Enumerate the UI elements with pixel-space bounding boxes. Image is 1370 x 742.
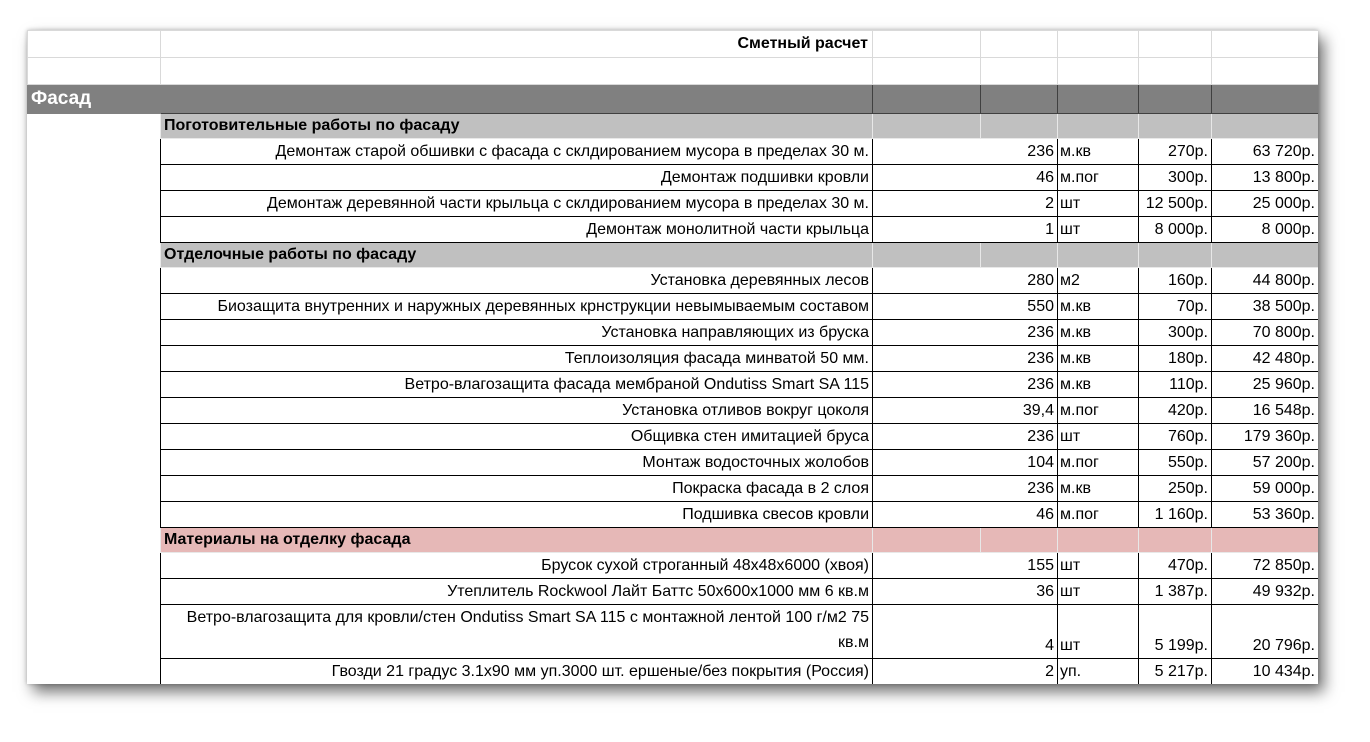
table-row bbox=[28, 398, 1319, 424]
item-quantity[interactable]: 36 bbox=[873, 579, 1058, 605]
cell[interactable] bbox=[981, 528, 1058, 553]
cell[interactable] bbox=[161, 85, 873, 114]
item-unit[interactable]: шт bbox=[1058, 553, 1139, 579]
group-header bbox=[28, 243, 1319, 268]
item-price[interactable]: 1 387р. bbox=[1139, 579, 1212, 605]
cell[interactable] bbox=[1058, 58, 1139, 85]
group-title[interactable]: Отделочные работы по фасаду bbox=[161, 243, 873, 268]
table-row bbox=[28, 320, 1319, 346]
item-unit[interactable]: м.кв bbox=[1058, 294, 1139, 320]
item-price[interactable]: 420р. bbox=[1139, 398, 1212, 424]
table-row bbox=[28, 553, 1319, 579]
item-description[interactable]: Установка деревянных лесов bbox=[161, 268, 873, 294]
item-quantity[interactable]: 236 bbox=[873, 320, 1058, 346]
group-header bbox=[28, 114, 1319, 139]
item-price[interactable]: 250р. bbox=[1139, 476, 1212, 502]
item-price[interactable]: 550р. bbox=[1139, 450, 1212, 476]
item-quantity[interactable]: 236 bbox=[873, 139, 1058, 165]
cell[interactable] bbox=[1212, 528, 1319, 553]
cell[interactable] bbox=[981, 58, 1058, 85]
item-quantity[interactable]: 550 bbox=[873, 294, 1058, 320]
item-quantity[interactable]: 2 bbox=[873, 659, 1058, 685]
cell bbox=[28, 450, 161, 476]
item-price[interactable]: 160р. bbox=[1139, 268, 1212, 294]
cell bbox=[28, 528, 161, 553]
item-price[interactable]: 300р. bbox=[1139, 320, 1212, 346]
item-quantity[interactable]: 39,4 bbox=[873, 398, 1058, 424]
item-description[interactable]: Утеплитель Rockwool Лайт Баттс 50х600х1000 мм 6 кв.м bbox=[161, 579, 873, 605]
item-sum[interactable]: 63 720р. bbox=[1212, 139, 1319, 165]
item-price[interactable]: 70р. bbox=[1139, 294, 1212, 320]
item-sum[interactable]: 25 960р. bbox=[1212, 372, 1319, 398]
cell[interactable] bbox=[873, 58, 981, 85]
item-sum[interactable]: 53 360р. bbox=[1212, 502, 1319, 528]
item-sum[interactable]: 72 850р. bbox=[1212, 553, 1319, 579]
group-header bbox=[28, 528, 1319, 553]
item-sum[interactable]: 25 000р. bbox=[1212, 191, 1319, 217]
item-description[interactable]: Демонтаж старой обшивки с фасада с склдированием мусора в пределах 30 м. bbox=[161, 139, 873, 165]
item-sum[interactable]: 44 800р. bbox=[1212, 268, 1319, 294]
cell bbox=[28, 398, 161, 424]
item-unit[interactable]: м.кв bbox=[1058, 372, 1139, 398]
cell bbox=[28, 659, 161, 685]
spreadsheet bbox=[27, 30, 1318, 684]
cell[interactable] bbox=[1212, 243, 1319, 268]
cell bbox=[28, 605, 161, 659]
cell bbox=[28, 424, 161, 450]
cell[interactable] bbox=[873, 243, 981, 268]
item-quantity[interactable]: 46 bbox=[873, 165, 1058, 191]
item-price[interactable]: 110р. bbox=[1139, 372, 1212, 398]
cell[interactable] bbox=[1058, 243, 1139, 268]
item-sum[interactable]: 8 000р. bbox=[1212, 217, 1319, 243]
item-sum[interactable]: 42 480р. bbox=[1212, 346, 1319, 372]
item-quantity[interactable]: 236 bbox=[873, 372, 1058, 398]
group-title[interactable]: Поготовительные работы по фасаду bbox=[161, 114, 873, 139]
item-unit[interactable]: м2 bbox=[1058, 268, 1139, 294]
item-quantity[interactable]: 46 bbox=[873, 502, 1058, 528]
item-sum[interactable]: 38 500р. bbox=[1212, 294, 1319, 320]
cell[interactable] bbox=[1058, 528, 1139, 553]
item-description[interactable]: Биозащита внутренних и наружных деревянных крнструкции невымываемым составом bbox=[161, 294, 873, 320]
item-description[interactable]: Гвозди 21 градус 3.1х90 мм уп.3000 шт. ершеные/без покрытия (Россия) bbox=[161, 659, 873, 685]
cell bbox=[28, 346, 161, 372]
item-description[interactable]: Брусок сухой строганный 48х48х6000 (хвоя) bbox=[161, 553, 873, 579]
cell[interactable] bbox=[161, 58, 873, 85]
item-quantity[interactable]: 236 bbox=[873, 346, 1058, 372]
table-row bbox=[28, 476, 1319, 502]
item-price[interactable]: 5 217р. bbox=[1139, 659, 1212, 685]
cell bbox=[28, 139, 161, 165]
cell[interactable] bbox=[1212, 114, 1319, 139]
table-row bbox=[28, 502, 1319, 528]
item-description[interactable]: Установка направляющих из бруска bbox=[161, 320, 873, 346]
item-quantity[interactable]: 280 bbox=[873, 268, 1058, 294]
cell bbox=[28, 294, 161, 320]
table-row bbox=[28, 268, 1319, 294]
item-description[interactable]: Подшивка свесов кровли bbox=[161, 502, 873, 528]
item-unit[interactable]: м.кв bbox=[1058, 139, 1139, 165]
section-bar bbox=[28, 85, 1319, 114]
item-sum[interactable]: 10 434р. bbox=[1212, 659, 1319, 685]
cell[interactable] bbox=[873, 85, 981, 114]
cell bbox=[28, 114, 161, 139]
item-description[interactable]: Монтаж водосточных жолобов bbox=[161, 450, 873, 476]
cell bbox=[28, 191, 161, 217]
table-row bbox=[28, 165, 1319, 191]
item-price[interactable]: 5 199р. bbox=[1139, 605, 1212, 659]
cell bbox=[28, 579, 161, 605]
table-row bbox=[28, 450, 1319, 476]
table-row bbox=[28, 294, 1319, 320]
table-row bbox=[28, 191, 1319, 217]
estimate-table bbox=[27, 30, 1318, 684]
item-description[interactable]: Покраска фасада в 2 слоя bbox=[161, 476, 873, 502]
item-unit[interactable]: м.пог bbox=[1058, 398, 1139, 424]
cell bbox=[28, 217, 161, 243]
cell[interactable] bbox=[981, 31, 1058, 58]
table-row bbox=[28, 579, 1319, 605]
item-sum[interactable]: 20 796р. bbox=[1212, 605, 1319, 659]
item-description[interactable]: Ветро-влагозащита для кровли/стен Ondutiss Smart SA 115 с монтажной лентой 100 г/м2 75 кв.м bbox=[161, 605, 873, 659]
cell[interactable] bbox=[1058, 31, 1139, 58]
cell[interactable] bbox=[981, 243, 1058, 268]
item-quantity[interactable]: 236 bbox=[873, 424, 1058, 450]
item-description[interactable]: Общивка стен имитацией бруса bbox=[161, 424, 873, 450]
group-title[interactable]: Материалы на отделку фасада bbox=[161, 528, 873, 553]
item-sum[interactable]: 13 800р. bbox=[1212, 165, 1319, 191]
sheet-title[interactable]: Сметный расчет bbox=[161, 31, 873, 58]
cell[interactable] bbox=[28, 58, 161, 85]
cell[interactable] bbox=[1139, 528, 1212, 553]
item-unit[interactable]: шт bbox=[1058, 191, 1139, 217]
cell[interactable] bbox=[1139, 114, 1212, 139]
cell bbox=[28, 476, 161, 502]
cell bbox=[28, 165, 161, 191]
item-description[interactable]: Демонтаж монолитной части крыльца bbox=[161, 217, 873, 243]
item-sum[interactable]: 59 000р. bbox=[1212, 476, 1319, 502]
cell[interactable] bbox=[1058, 85, 1139, 114]
item-price[interactable]: 470р. bbox=[1139, 553, 1212, 579]
item-price[interactable]: 8 000р. bbox=[1139, 217, 1212, 243]
cell[interactable] bbox=[1139, 31, 1212, 58]
item-unit[interactable]: м.кв bbox=[1058, 346, 1139, 372]
cell[interactable] bbox=[1139, 85, 1212, 114]
section-title[interactable]: Фасад bbox=[28, 85, 161, 114]
cell[interactable] bbox=[873, 31, 981, 58]
item-sum[interactable]: 70 800р. bbox=[1212, 320, 1319, 346]
item-quantity[interactable]: 4 bbox=[873, 605, 1058, 659]
item-unit[interactable]: м.пог bbox=[1058, 450, 1139, 476]
item-quantity[interactable]: 2 bbox=[873, 191, 1058, 217]
item-sum[interactable]: 57 200р. bbox=[1212, 450, 1319, 476]
cell bbox=[28, 320, 161, 346]
cell[interactable] bbox=[1139, 58, 1212, 85]
cell[interactable] bbox=[1139, 243, 1212, 268]
item-price[interactable]: 300р. bbox=[1139, 165, 1212, 191]
cell bbox=[28, 372, 161, 398]
item-description[interactable]: Ветро-влагозащита фасада мембраной Ondutiss Smart SA 115 bbox=[161, 372, 873, 398]
item-unit[interactable]: уп. bbox=[1058, 659, 1139, 685]
item-unit[interactable]: м.пог bbox=[1058, 165, 1139, 191]
cell[interactable] bbox=[873, 114, 981, 139]
item-quantity[interactable]: 236 bbox=[873, 476, 1058, 502]
table-row bbox=[28, 605, 1319, 659]
item-unit[interactable]: шт bbox=[1058, 424, 1139, 450]
header-row bbox=[28, 31, 1319, 58]
cell[interactable] bbox=[1058, 114, 1139, 139]
cell[interactable] bbox=[1212, 31, 1319, 58]
table-row bbox=[28, 372, 1319, 398]
item-unit[interactable]: шт bbox=[1058, 579, 1139, 605]
table-row bbox=[28, 139, 1319, 165]
item-description[interactable]: Демонтаж деревянной части крыльца с склдированием мусора в пределах 30 м. bbox=[161, 191, 873, 217]
item-unit[interactable]: м.кв bbox=[1058, 320, 1139, 346]
item-unit[interactable]: шт bbox=[1058, 605, 1139, 659]
table-row bbox=[28, 217, 1319, 243]
cell[interactable] bbox=[981, 114, 1058, 139]
cell[interactable] bbox=[1212, 58, 1319, 85]
item-quantity[interactable]: 155 bbox=[873, 553, 1058, 579]
item-description[interactable]: Теплоизоляция фасада минватой 50 мм. bbox=[161, 346, 873, 372]
item-unit[interactable]: шт bbox=[1058, 217, 1139, 243]
item-sum[interactable]: 16 548р. bbox=[1212, 398, 1319, 424]
cell bbox=[28, 553, 161, 579]
item-unit[interactable]: м.пог bbox=[1058, 502, 1139, 528]
item-description[interactable]: Демонтаж подшивки кровли bbox=[161, 165, 873, 191]
item-quantity[interactable]: 1 bbox=[873, 217, 1058, 243]
blank-row bbox=[28, 58, 1319, 85]
item-unit[interactable]: м.кв bbox=[1058, 476, 1139, 502]
item-price[interactable]: 270р. bbox=[1139, 139, 1212, 165]
item-sum[interactable]: 49 932р. bbox=[1212, 579, 1319, 605]
item-quantity[interactable]: 104 bbox=[873, 450, 1058, 476]
table-row bbox=[28, 346, 1319, 372]
cell[interactable] bbox=[28, 31, 161, 58]
item-price[interactable]: 760р. bbox=[1139, 424, 1212, 450]
cell[interactable] bbox=[981, 85, 1058, 114]
item-price[interactable]: 180р. bbox=[1139, 346, 1212, 372]
cell[interactable] bbox=[873, 528, 981, 553]
cell bbox=[28, 268, 161, 294]
item-price[interactable]: 1 160р. bbox=[1139, 502, 1212, 528]
item-sum[interactable]: 179 360р. bbox=[1212, 424, 1319, 450]
cell bbox=[28, 502, 161, 528]
cell bbox=[28, 243, 161, 268]
table-row bbox=[28, 659, 1319, 685]
cell[interactable] bbox=[1212, 85, 1319, 114]
item-description[interactable]: Установка отливов вокруг цоколя bbox=[161, 398, 873, 424]
item-price[interactable]: 12 500р. bbox=[1139, 191, 1212, 217]
table-row bbox=[28, 424, 1319, 450]
